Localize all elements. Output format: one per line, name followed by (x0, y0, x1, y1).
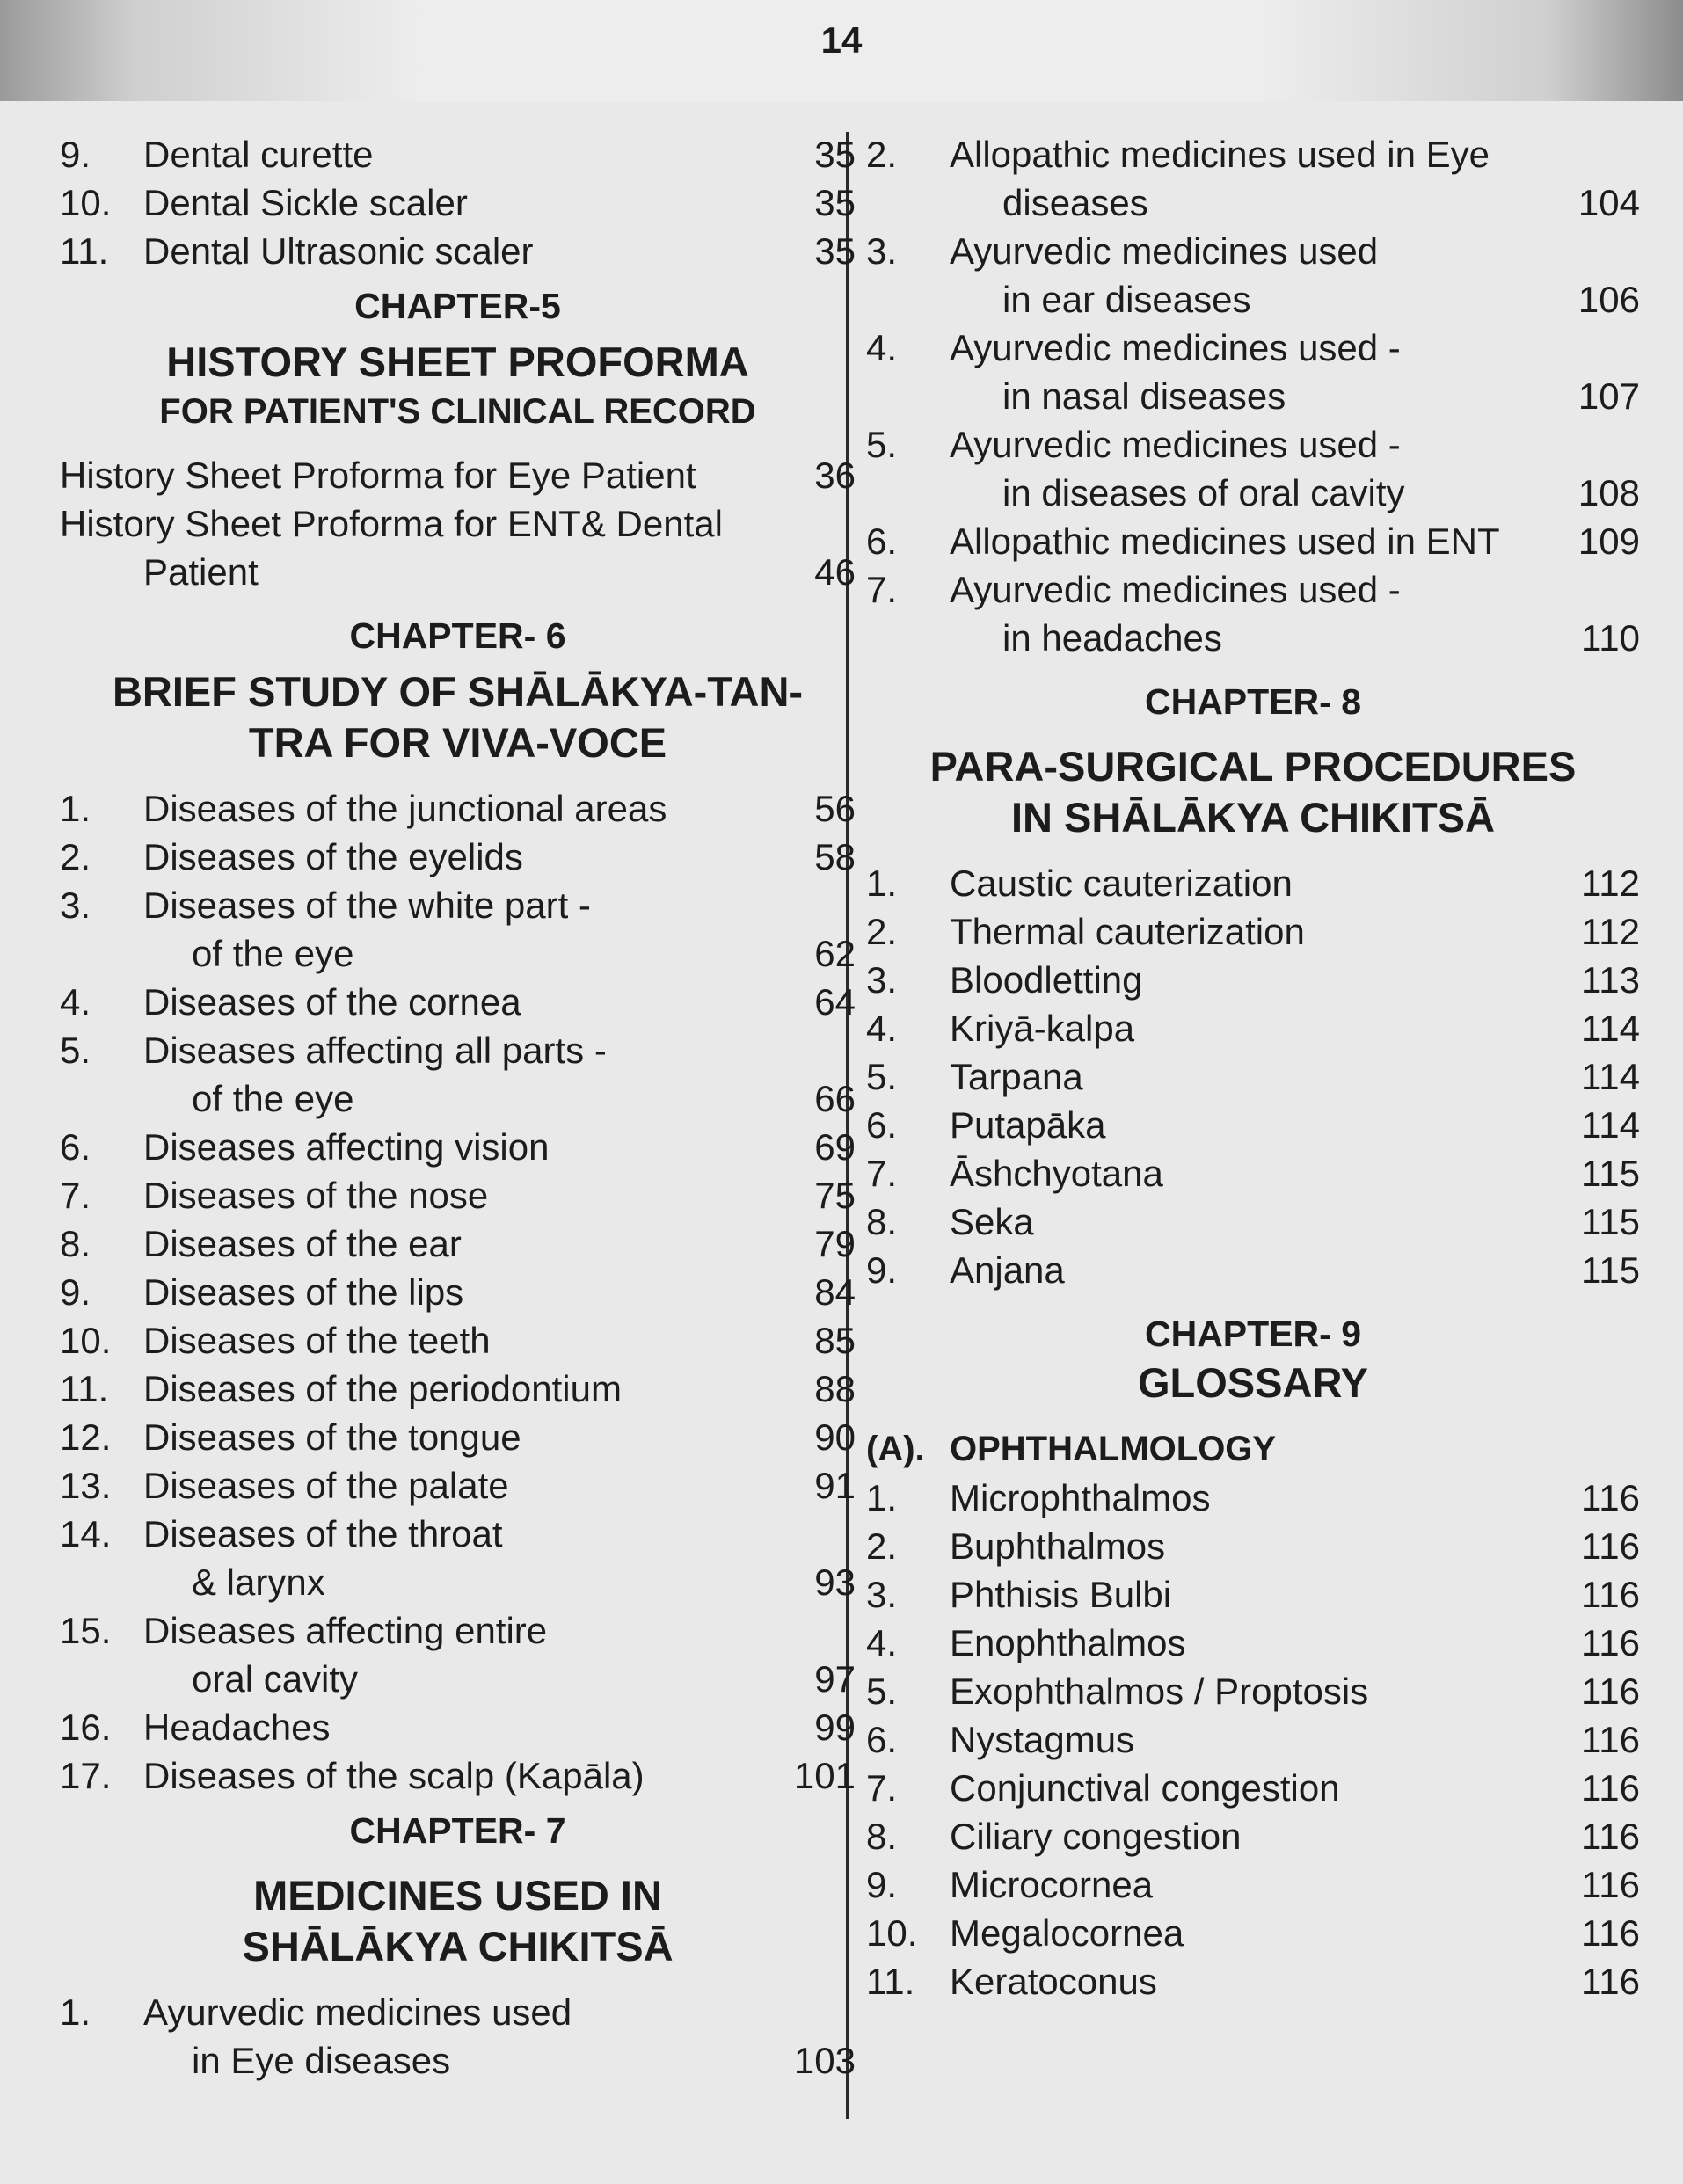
toc-entry[interactable]: 9. Diseases of the lips 84 (60, 1271, 856, 1313)
chapter-title: GLOSSARY (1137, 1359, 1368, 1406)
toc-entry[interactable]: 7. Ayurvedic medicines used - (866, 569, 1401, 610)
toc-entry[interactable]: 4. Ayurvedic medicines used - (866, 327, 1401, 368)
toc-entry-continuation: Patient 46 (143, 551, 856, 593)
left-column (60, 130, 856, 2085)
toc-entry[interactable]: 5. Tarpana 114 (866, 1056, 1640, 1097)
chapter-6-list (60, 784, 856, 1800)
toc-entry[interactable]: 7. Conjunctival congestion 116 (866, 1767, 1640, 1809)
toc-entry[interactable]: 11. Keratoconus 116 (866, 1961, 1640, 2002)
toc-entry[interactable]: 1. Caustic cauterization 112 (866, 863, 1640, 904)
toc-entry[interactable]: 5. Exophthalmos / Proptosis 116 (866, 1671, 1640, 1712)
chapter-title: HISTORY SHEET PROFORMA (166, 339, 749, 385)
toc-entry[interactable]: 11. Diseases of the periodontium 88 (60, 1368, 856, 1409)
toc-entry[interactable]: 12. Diseases of the tongue 90 (60, 1416, 856, 1458)
chapter-label: CHAPTER- 6 (349, 615, 566, 656)
toc-entry[interactable]: 10. Dental Sickle scaler 35 (60, 182, 856, 223)
toc-entry[interactable]: 2. Allopathic medicines used in Eye (866, 134, 1490, 175)
toc-entry[interactable]: 10. Megalocornea 116 (866, 1912, 1640, 1954)
toc-entry[interactable]: 9. Dental curette 35 (60, 134, 856, 175)
toc-entry[interactable]: 8. Diseases of the ear 79 (60, 1223, 856, 1264)
toc-entry[interactable]: 2. Thermal cauterization 112 (866, 911, 1640, 952)
chapter-label: CHAPTER- 8 (1144, 681, 1362, 722)
chapter-title: PARA-SURGICAL PROCEDURES (929, 743, 1577, 790)
toc-entry-continuation: of the eye 66 (192, 1078, 856, 1119)
toc-entry[interactable]: 10. Diseases of the teeth 85 (60, 1320, 856, 1361)
chapter-7-continued-list (866, 130, 1640, 662)
toc-entry[interactable]: 5. Ayurvedic medicines used - (866, 424, 1401, 465)
toc-entry-continuation: in nasal diseases 107 (1002, 375, 1640, 417)
toc-entry[interactable]: 6. Nystagmus 116 (866, 1719, 1640, 1760)
toc-entry-continuation: oral cavity 97 (192, 1658, 856, 1700)
toc-entry[interactable]: 14. Diseases of the throat (60, 1513, 503, 1554)
chapter-title: TRA FOR VIVA-VOCE (248, 719, 667, 766)
toc-entry-continuation: in diseases of oral cavity 108 (1002, 472, 1640, 513)
toc-entry[interactable]: 8. Seka 115 (866, 1201, 1640, 1242)
chapter-title: MEDICINES USED IN (253, 1872, 662, 1918)
toc-entry[interactable]: History Sheet Proforma for Eye Patient 36 (60, 455, 856, 496)
toc-entry-continuation: in ear diseases 106 (1002, 279, 1640, 320)
section-subheading: (A). OPHTHALMOLOGY (866, 1430, 1277, 1468)
chapter-label: CHAPTER-5 (354, 286, 561, 326)
toc-entry-continuation: & larynx 93 (192, 1562, 856, 1603)
chapter-7-list (60, 1988, 856, 2085)
toc-entry[interactable]: 1. Ayurvedic medicines used (60, 1991, 572, 2033)
toc-entry[interactable]: 17. Diseases of the scalp (Kapāla) 101 (60, 1755, 856, 1796)
right-column (866, 130, 1640, 2006)
toc-entry[interactable]: 4. Diseases of the cornea 64 (60, 981, 856, 1023)
page-number: 14 (820, 19, 863, 61)
toc-entry[interactable]: 15. Diseases affecting entire (60, 1610, 548, 1651)
toc-entry[interactable]: 9. Anjana 115 (866, 1249, 1640, 1291)
toc-entry-continuation: in headaches 110 (1002, 617, 1640, 659)
chapter-title: BRIEF STUDY OF SHĀLĀKYA-TAN- (112, 668, 804, 715)
chapter-title: SHĀLĀKYA CHIKITSĀ (242, 1923, 674, 1969)
toc-entry[interactable]: 4. Enophthalmos 116 (866, 1622, 1640, 1663)
toc-entry-continuation: in Eye diseases 103 (192, 2040, 856, 2081)
chapter-9-list (866, 1474, 1640, 2006)
toc-entry[interactable]: 7. Āshchyotana 115 (866, 1153, 1640, 1194)
toc-entry[interactable]: 8. Ciliary congestion 116 (866, 1816, 1640, 1857)
toc-entry[interactable]: 1. Diseases of the junctional areas 56 (60, 788, 856, 829)
toc-entry[interactable]: 1. Microphthalmos 116 (866, 1477, 1640, 1518)
toc-entry[interactable]: 6. Allopathic medicines used in ENT 109 (866, 521, 1640, 562)
toc-entry[interactable]: History Sheet Proforma for ENT& Dental (60, 503, 723, 544)
toc-entry[interactable]: 13. Diseases of the palate 91 (60, 1465, 856, 1506)
chapter-8-list (866, 859, 1640, 1294)
toc-entry[interactable]: 7. Diseases of the nose 75 (60, 1175, 856, 1216)
toc-entry[interactable]: 6. Putapāka 114 (866, 1104, 1640, 1146)
toc-entry[interactable]: 11. Dental Ultrasonic scaler 35 (60, 230, 856, 272)
toc-entry-continuation: of the eye 62 (192, 933, 856, 974)
toc-entry[interactable]: 2. Diseases of the eyelids 58 (60, 836, 856, 877)
toc-entry[interactable]: 3. Diseases of the white part - (60, 885, 591, 926)
toc-entry[interactable]: 2. Buphthalmos 116 (866, 1525, 1640, 1567)
chapter-title: FOR PATIENT'S CLINICAL RECORD (159, 392, 756, 431)
toc-entry[interactable]: 4. Kriyā-kalpa 114 (866, 1008, 1640, 1049)
toc-entry[interactable]: 3. Ayurvedic medicines used (866, 230, 1379, 272)
chapter-title: IN SHĀLĀKYA CHIKITSĀ (1010, 794, 1496, 841)
chapter-label: CHAPTER- 9 (1144, 1314, 1362, 1354)
toc-entry[interactable]: 16. Headaches 99 (60, 1707, 856, 1748)
toc-entry-continuation: diseases 104 (1002, 182, 1640, 223)
chapter-label: CHAPTER- 7 (349, 1810, 566, 1851)
toc-entry[interactable]: 6. Diseases affecting vision 69 (60, 1126, 856, 1168)
toc-entry[interactable]: 3. Bloodletting 113 (866, 959, 1640, 1001)
toc-entry[interactable]: 3. Phthisis Bulbi 116 (866, 1574, 1640, 1615)
toc-entry[interactable]: 5. Diseases affecting all parts - (60, 1030, 607, 1071)
toc-entry[interactable]: 9. Microcornea 116 (866, 1864, 1640, 1905)
